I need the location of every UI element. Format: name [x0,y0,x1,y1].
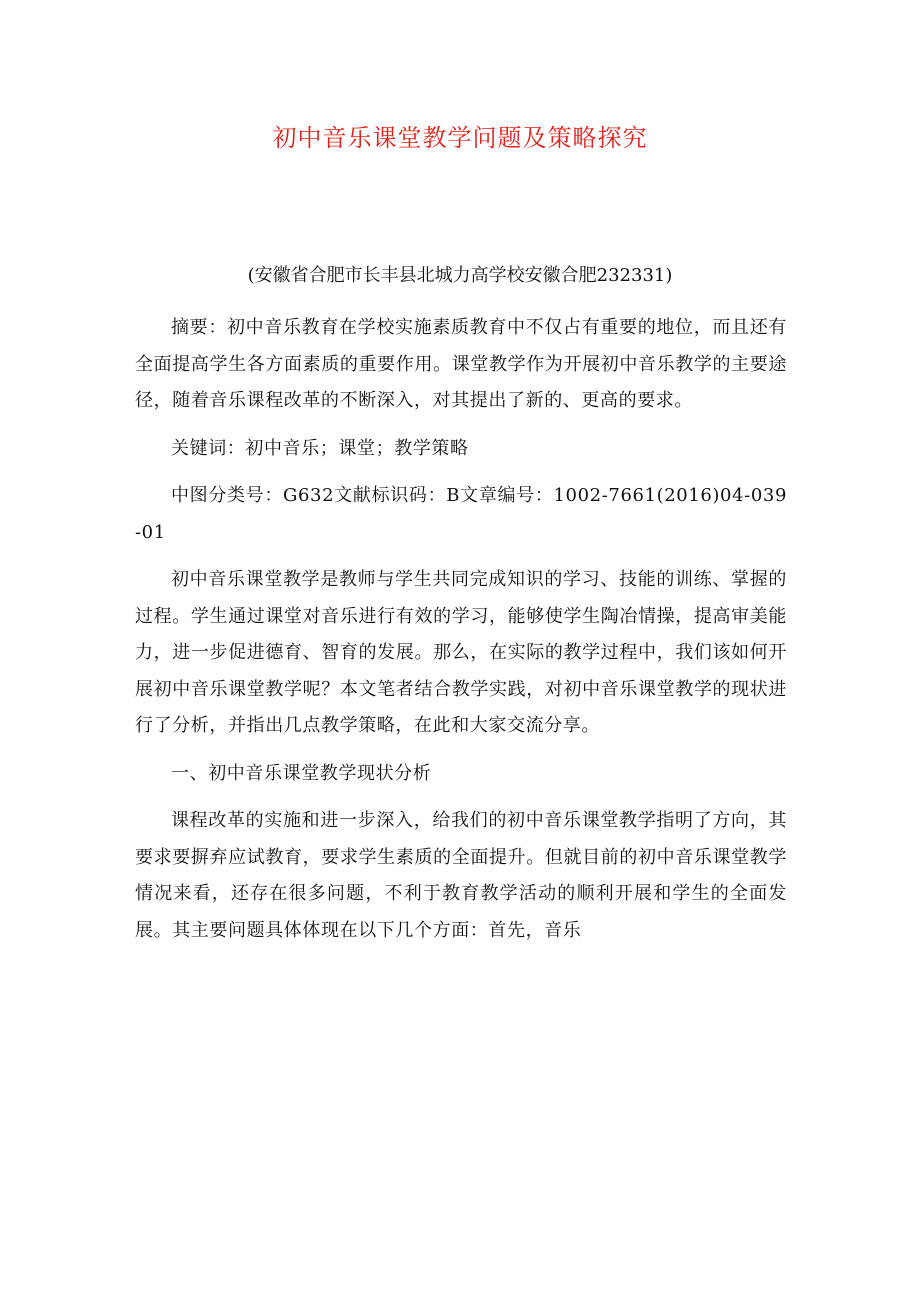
author-affiliation: (安徽省合肥市长丰县北城力高学校安徽合肥232331) [247,265,673,286]
document-body [135,310,787,960]
section-heading: 一、初中音乐课堂教学现状分析 [171,762,432,784]
intro-paragraph: 初中音乐课堂教学是教师与学生共同完成知识的学习、技能的训练、掌握的过程。学生通过课堂对音乐进行有效的学习，能够使学生陶冶情操，提高审美能力，进一步促进德育、智育的发展。那么，在实际的教学过程中，我们该如何开展初中音乐课堂教学呢？本文笔者结合教学实践，对初中音乐课堂教学的现状进行了分析，并指出几点教学策略，在此和大家交流分享。 [135,569,787,736]
document-title: 初中音乐课堂教学问题及策略探究 [272,124,648,152]
keywords-line: 关键词：初中音乐；课堂；教学策略 [171,437,469,459]
section-paragraph: 课程改革的实施和进一步深入，给我们的初中音乐课堂教学指明了方向，其要求要摒弃应试教育，要求学生素质的全面提升。但就目前的初中音乐课堂教学情况来看，还存在很多问题，不利于教育教学活动的顺利开展和学生的全面发展。其主要问题具体体现在以下几个方面：首先，音乐 [135,810,787,941]
abstract-paragraph: 摘要：初中音乐教育在学校实施素质教育中不仅占有重要的地位，而且还有全面提高学生各方面素质的重要作用。课堂教学作为开展初中音乐教学的主要途径，随着音乐课程改革的不断深入，对其提出了新的、更高的要求。 [135,317,787,411]
classification-line: 中图分类号：G632文献标识码：B文章编号：1002-7661(2016)04-039-01 [135,485,787,543]
